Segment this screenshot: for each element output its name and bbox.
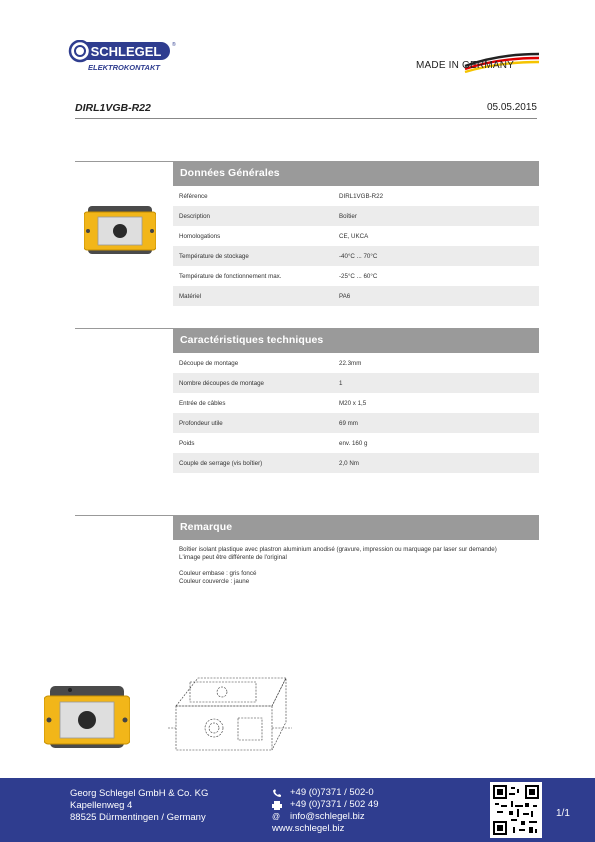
row-value: M20 x 1,5 (339, 399, 367, 407)
remark-section (173, 515, 539, 586)
section-divider (75, 161, 173, 162)
phone-icon (272, 789, 290, 798)
table-row (173, 226, 539, 246)
row-value: env. 160 g (339, 439, 368, 447)
street: Kapellenweg 4 (70, 800, 133, 811)
general-data-section (173, 161, 539, 306)
row-label: Poids (179, 439, 195, 447)
table-row (173, 266, 539, 286)
section-divider (75, 328, 173, 329)
row-value: 22.3mm (339, 359, 362, 367)
row-label: Découpe de montage (179, 359, 239, 367)
row-label: Température de stockage (179, 252, 249, 260)
website-link[interactable]: www.schlegel.biz (272, 823, 345, 834)
table-row (173, 393, 539, 413)
table-row (173, 186, 539, 206)
section-divider (75, 515, 173, 516)
technical-section (173, 328, 539, 473)
table-row (173, 453, 539, 473)
page-number: 1/1 (556, 808, 570, 819)
table-row (173, 246, 539, 266)
fax-icon (272, 801, 290, 810)
row-value: PA6 (339, 292, 351, 300)
product-reference: DIRL1VGB-R22 (75, 102, 151, 114)
section-title: Remarque (173, 515, 539, 540)
section-title: Données Générales (173, 161, 539, 186)
row-label: Matériel (179, 292, 202, 300)
remark-colors: Couleur embase : gris foncé Couleur couvercle : jaune (179, 570, 257, 585)
row-label: Température de fonctionnement max. (179, 272, 282, 280)
row-value: -40°C ... 70°C (339, 252, 378, 260)
technical-drawing (168, 668, 296, 773)
product-image (84, 204, 156, 261)
logo-text: SCHLEGEL (90, 44, 162, 59)
schlegel-logo (68, 40, 176, 74)
row-label: Description (179, 212, 210, 220)
table-row (173, 353, 539, 373)
row-value: DIRL1VGB-R22 (339, 192, 384, 200)
section-title: Caractéristiques techniques (173, 328, 539, 353)
table-row (173, 413, 539, 433)
logo-subline: ELEKTROKONTAKT (88, 63, 160, 72)
row-label: Référence (179, 192, 208, 200)
table-row (173, 286, 539, 306)
remark-paragraph: Boîtier isolant plastique avec plastron aluminium anodisé (gravure, impression ou marquage par laser sur demande) L'image peut être différente de l'original (179, 546, 497, 561)
company-name: Georg Schlegel GmbH & Co. KG (70, 788, 209, 799)
product-photo-large (44, 684, 130, 757)
phone-number[interactable]: +49 (0)7371 / 502-0 (290, 787, 374, 798)
row-value: 1 (339, 379, 343, 387)
row-label: Profondeur utile (179, 419, 223, 427)
row-value: Boîtier (339, 212, 357, 220)
row-value: -25°C ... 60°C (339, 272, 378, 280)
header-divider (75, 118, 537, 119)
qr-code (490, 782, 542, 838)
row-label: Couple de serrage (vis boîtier) (179, 459, 263, 467)
svg-text:®: ® (172, 42, 176, 48)
row-value: CE, UKCA (339, 232, 369, 240)
at-icon: @ (272, 812, 281, 821)
fax-number: +49 (0)7371 / 502 49 (290, 799, 379, 810)
email-link[interactable]: info@schlegel.biz (290, 811, 365, 822)
table-row (173, 206, 539, 226)
row-label: Homologations (179, 232, 221, 240)
row-label: Nombre découpes de montage (179, 379, 264, 387)
row-value: 69 mm (339, 419, 358, 427)
row-value: 2,0 Nm (339, 459, 359, 467)
contact-block (272, 787, 378, 835)
company-address (70, 788, 208, 824)
remark-text (173, 540, 539, 586)
row-label: Entrée de câbles (179, 399, 226, 407)
footer (0, 778, 595, 842)
table-row (173, 433, 539, 453)
made-in-germany: MADE IN GERMANY (416, 60, 515, 71)
document-date: 05.05.2015 (486, 102, 537, 113)
city: 88525 Dürmentingen / Germany (70, 812, 206, 823)
table-row (173, 373, 539, 393)
